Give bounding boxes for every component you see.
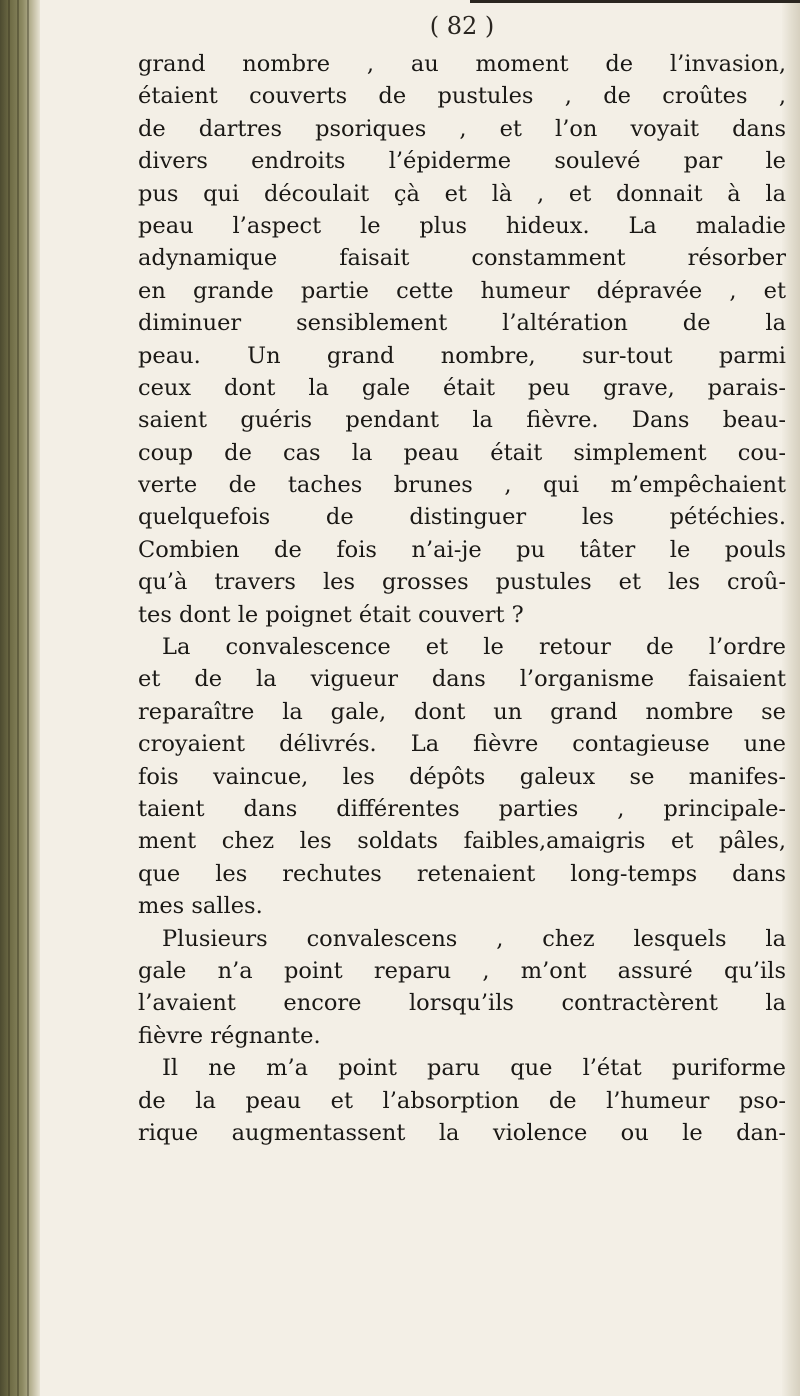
text-line: de la peau et l’absorption de l’humeur pso- — [138, 1087, 786, 1114]
gutter-line — [8, 0, 10, 1396]
book-gutter — [0, 0, 40, 1396]
text-line: verte de taches brunes , qui m’empêchaient — [138, 472, 786, 499]
text-line: peau l’aspect le plus hideux. La maladie — [138, 212, 786, 239]
text-line: peau. Un grand nombre, sur-tout parmi — [138, 342, 786, 369]
top-rule — [470, 0, 800, 3]
text-line: adynamique faisait constamment résorber — [138, 245, 786, 272]
text-line: reparaître la gale, dont un grand nombre se — [138, 698, 786, 725]
text-line: tes dont le poignet était couvert ? — [138, 601, 524, 628]
paragraph-start-line: Il ne m’a point paru que l’état puriforme — [162, 1055, 786, 1082]
text-line: en grande partie cette humeur dépravée , et — [138, 277, 786, 304]
text-line: de dartres psoriques , et l’on voyait dans — [138, 115, 786, 142]
text-line: qu’à travers les grosses pustules et les croû- — [138, 569, 786, 596]
gutter-line — [27, 0, 29, 1396]
text-line: coup de cas la peau était simplement cou- — [138, 439, 786, 466]
text-line: Combien de fois n’ai-je pu tâter le pouls — [138, 536, 786, 563]
text-line: quelquefois de distinguer les pétéchies. — [138, 504, 786, 531]
text-line: gale n’a point reparu , m’ont assuré qu’ils — [138, 957, 786, 984]
text-line: croyaient délivrés. La fièvre contagieuse une — [138, 731, 786, 758]
gutter-line — [17, 0, 19, 1396]
text-line: grand nombre , au moment de l’invasion, — [138, 51, 786, 77]
text-line: et de la vigueur dans l’organisme faisaient — [138, 666, 786, 693]
text-line: fois vaincue, les dépôts galeux se manifes- — [138, 763, 786, 790]
text-line: l’avaient encore lorsqu’ils contractèrent la — [138, 990, 786, 1017]
text-line: fièvre régnante. — [138, 1022, 321, 1049]
page-text — [138, 4, 786, 1149]
text-line: saient guéris pendant la fièvre. Dans beau- — [138, 407, 786, 434]
paragraph-start-line: Plusieurs convalescens , chez lesquels la — [162, 925, 786, 952]
text-line: mes salles. — [138, 893, 263, 920]
paragraph-start-line: La convalescence et le retour de l’ordre — [162, 634, 786, 661]
text-line: ment chez les soldats faibles,amaigris et pâles, — [138, 828, 786, 855]
text-line: que les rechutes retenaient long-temps dans — [138, 860, 786, 887]
text-line: taient dans différentes parties , principale- — [138, 795, 786, 822]
text-line: divers endroits l’épiderme soulevé par le — [138, 148, 786, 175]
text-line: rique augmentassent la violence ou le dan- — [138, 1119, 786, 1146]
text-line: pus qui découlait çà et là , et donnait à la — [138, 180, 786, 207]
page-number: ( 82 ) — [429, 12, 495, 40]
text-line: ceux dont la gale était peu grave, parais- — [138, 374, 786, 401]
text-line: diminuer sensiblement l’altération de la — [138, 310, 786, 337]
text-line: étaient couverts de pustules , de croûtes , — [138, 83, 786, 110]
